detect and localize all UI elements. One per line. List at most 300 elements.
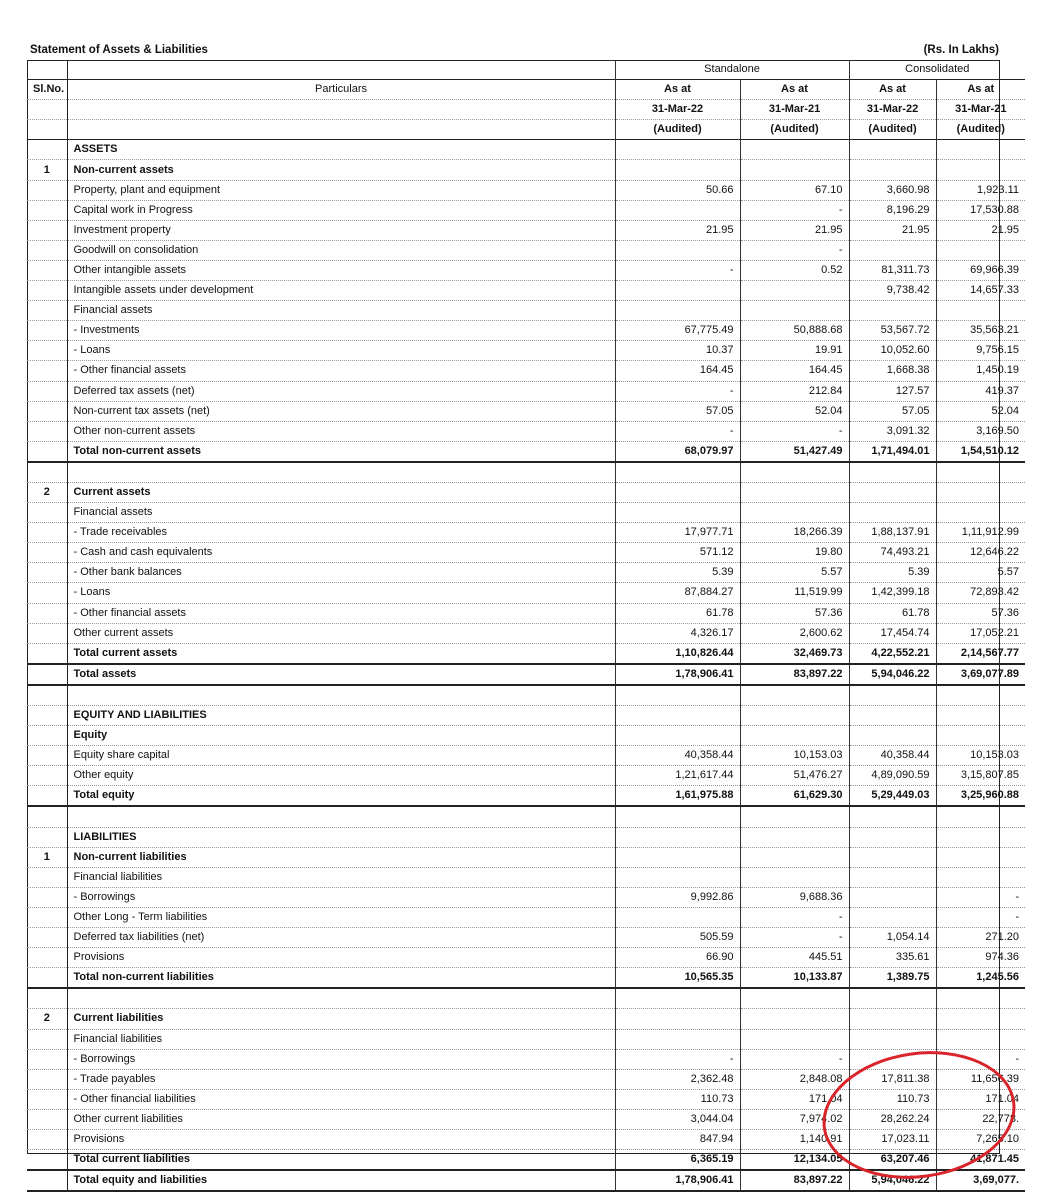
consolidated-2022-cell: 3,091.32 xyxy=(849,421,936,441)
standalone-2021-cell xyxy=(740,140,849,160)
sl-cell xyxy=(27,441,67,462)
standalone-2021-cell xyxy=(740,301,849,321)
standalone-2021-cell: 212.84 xyxy=(740,381,849,401)
table-row xyxy=(27,301,1025,321)
standalone-2022-cell: 1,78,906.41 xyxy=(615,1170,740,1191)
sl-cell xyxy=(27,321,67,341)
sl-cell xyxy=(27,180,67,200)
standalone-2022-cell: 21.95 xyxy=(615,220,740,240)
standalone-2021-cell: - xyxy=(740,200,849,220)
standalone-2021-cell: 11,519.99 xyxy=(740,583,849,603)
table-row xyxy=(27,1150,1025,1171)
table-row xyxy=(27,281,1025,301)
slno-header-bottom xyxy=(27,120,67,140)
table-row xyxy=(27,1069,1025,1089)
standalone-2021-cell: 12,134.05 xyxy=(740,1150,849,1171)
particulars-cell: Provisions xyxy=(67,948,615,968)
table-row xyxy=(27,200,1025,220)
standalone-2022-cell xyxy=(615,140,740,160)
consolidated-2022-cell: 1,668.38 xyxy=(849,361,936,381)
sl-cell xyxy=(27,301,67,321)
consolidated-2021-cell: - xyxy=(1015,910,1020,923)
consolidated-2021-cell: 1,450.19 xyxy=(976,364,1020,377)
standalone-2022-cell: - xyxy=(615,381,740,401)
sl-cell: 1 xyxy=(27,160,67,180)
consolidated-2021-cell: 9,756.15 xyxy=(976,344,1020,357)
standalone-2021-cell xyxy=(740,1029,849,1049)
particulars-cell: Non-current liabilities xyxy=(67,847,615,867)
table-row xyxy=(27,623,1025,643)
consolidated-2022-cell: 1,88,137.91 xyxy=(849,523,936,543)
table-row xyxy=(27,503,1025,523)
consolidated-2022-cell: 1,42,399.18 xyxy=(849,583,936,603)
header-row-3 xyxy=(27,100,1025,120)
particulars-cell: Total current liabilities xyxy=(67,1150,615,1171)
particulars-cell: Property, plant and equipment xyxy=(67,180,615,200)
standalone-2022-cell xyxy=(615,706,740,726)
particulars-cell: Non-current tax assets (net) xyxy=(67,401,615,421)
standalone-2022-cell xyxy=(615,281,740,301)
sl-cell xyxy=(27,643,67,664)
table-row xyxy=(27,603,1025,623)
header-row-1 xyxy=(27,60,1025,80)
standalone-2021-cell: - xyxy=(740,1049,849,1069)
consolidated-2022-cell: 1,054.14 xyxy=(849,928,936,948)
particulars-cell: - Other financial liabilities xyxy=(67,1089,615,1109)
consolidated-2022-cell: 40,358.44 xyxy=(849,746,936,766)
sl-cell xyxy=(27,1170,67,1191)
unit-label: (Rs. In Lakhs) xyxy=(923,44,999,56)
standalone-2022-cell: 847.94 xyxy=(615,1129,740,1149)
sl-cell xyxy=(27,1029,67,1049)
particulars-cell: ASSETS xyxy=(67,140,615,160)
standalone-2022-cell: 61.78 xyxy=(615,603,740,623)
consolidated-2022-cell: 81,311.73 xyxy=(849,260,936,280)
standalone-2022-cell: 110.73 xyxy=(615,1089,740,1109)
particulars-cell xyxy=(67,462,615,483)
sl-cell xyxy=(27,260,67,280)
header-row-2 xyxy=(27,80,1025,100)
standalone-2022-cell: 1,10,826.44 xyxy=(615,643,740,664)
table-row xyxy=(27,968,1025,989)
standalone-2022-cell xyxy=(615,1009,740,1029)
standalone-2021-cell xyxy=(740,988,849,1009)
consolidated-2022-cell: 17,454.74 xyxy=(849,623,936,643)
particulars-cell: Financial liabilities xyxy=(67,867,615,887)
table-row xyxy=(27,827,1025,847)
particulars-cell: - Trade payables xyxy=(67,1069,615,1089)
particulars-cell: LIABILITIES xyxy=(67,827,615,847)
sl-cell: 2 xyxy=(27,1009,67,1029)
consolidated-2022-cell xyxy=(849,240,936,260)
table-row xyxy=(27,321,1025,341)
sl-cell xyxy=(27,685,67,706)
date-c21: 31-Mar-21 xyxy=(955,103,1007,116)
standalone-2021-cell: 10,153.03 xyxy=(740,746,849,766)
standalone-2021-cell: 83,897.22 xyxy=(740,1170,849,1191)
consolidated-2022-cell xyxy=(849,160,936,180)
consolidated-2022-cell: 5,94,046.22 xyxy=(849,1170,936,1191)
standalone-2022-cell xyxy=(615,462,740,483)
consolidated-2021-cell: 974.36 xyxy=(985,951,1020,964)
consolidated-2021-cell: 10,153.03 xyxy=(970,749,1020,762)
standalone-2022-cell: 68,079.97 xyxy=(615,441,740,462)
table-row xyxy=(27,988,1025,1009)
consolidated-2022-cell: 4,89,090.59 xyxy=(849,766,936,786)
table-row xyxy=(27,685,1025,706)
consolidated-2021-cell: 21.95 xyxy=(991,223,1020,236)
sl-cell xyxy=(27,462,67,483)
consolidated-2021-cell: - xyxy=(1015,890,1020,903)
particulars-cell: Deferred tax liabilities (net) xyxy=(67,928,615,948)
standalone-2021-cell: 7,974.02 xyxy=(740,1109,849,1129)
standalone-2021-cell: 57.36 xyxy=(740,603,849,623)
table-row xyxy=(27,867,1025,887)
particulars-cell: Other non-current assets xyxy=(67,421,615,441)
consolidated-2021-cell xyxy=(936,301,1025,321)
particulars-cell: - Borrowings xyxy=(67,887,615,907)
sl-cell xyxy=(27,766,67,786)
consolidated-2022-cell xyxy=(849,806,936,827)
date-c22: 31-Mar-22 xyxy=(849,100,936,120)
particulars-header-mid xyxy=(67,100,615,120)
table-row xyxy=(27,421,1025,441)
consolidated-2021-cell: 22,778. xyxy=(982,1112,1020,1125)
standalone-2022-cell xyxy=(615,806,740,827)
standalone-2022-cell xyxy=(615,867,740,887)
consolidated-2022-cell: 5,94,046.22 xyxy=(849,664,936,685)
standalone-2021-cell: 0.52 xyxy=(740,260,849,280)
consolidated-2021-cell: 57.36 xyxy=(991,606,1020,619)
consolidated-2021-cell: - xyxy=(1015,1052,1020,1065)
standalone-2022-cell xyxy=(615,847,740,867)
standalone-2022-cell xyxy=(615,685,740,706)
consolidated-2021-cell: 3,69,077. xyxy=(973,1174,1020,1187)
sl-cell xyxy=(27,1069,67,1089)
standalone-2022-cell: 5.39 xyxy=(615,563,740,583)
sl-cell xyxy=(27,664,67,685)
table-row xyxy=(27,583,1025,603)
consolidated-2021-cell xyxy=(936,1009,1025,1029)
sl-cell xyxy=(27,827,67,847)
sl-cell xyxy=(27,361,67,381)
standalone-2022-cell: 10,565.35 xyxy=(615,968,740,989)
consolidated-2022-cell xyxy=(849,706,936,726)
table-row xyxy=(27,563,1025,583)
consolidated-2022-cell: 61.78 xyxy=(849,603,936,623)
standalone-2022-cell: 571.12 xyxy=(615,543,740,563)
standalone-2021-cell: 21.95 xyxy=(740,220,849,240)
table-row xyxy=(27,240,1025,260)
standalone-2022-cell: 9,992.86 xyxy=(615,887,740,907)
consolidated-2021-cell xyxy=(936,482,1025,502)
slno-header-top xyxy=(27,60,67,80)
particulars-cell: Total assets xyxy=(67,664,615,685)
table-row xyxy=(27,260,1025,280)
table-row xyxy=(27,746,1025,766)
standalone-header: Standalone xyxy=(615,60,849,80)
table-row xyxy=(27,948,1025,968)
consolidated-2021-cell: 171.04 xyxy=(985,1092,1020,1105)
consolidated-2022-cell: 63,207.46 xyxy=(849,1150,936,1171)
table-row xyxy=(27,806,1025,827)
table-row xyxy=(27,706,1025,726)
consolidated-2021-cell: 69,966.39 xyxy=(970,263,1020,276)
particulars-cell: - Investments xyxy=(67,321,615,341)
consolidated-2021-cell: 3,69,077.89 xyxy=(960,667,1020,680)
consolidated-2021-cell xyxy=(936,462,1025,483)
standalone-2022-cell: 66.90 xyxy=(615,948,740,968)
standalone-2021-cell: - xyxy=(740,240,849,260)
standalone-2021-cell: - xyxy=(740,907,849,927)
sl-cell xyxy=(27,240,67,260)
particulars-cell: - Trade receivables xyxy=(67,523,615,543)
sl-cell xyxy=(27,988,67,1009)
statement-title: Statement of Assets & Liabilities xyxy=(30,44,208,56)
consolidated-2021-cell: 2,14,567.77 xyxy=(960,646,1020,659)
consolidated-2022-cell xyxy=(849,1009,936,1029)
standalone-2022-cell xyxy=(615,200,740,220)
particulars-cell: - Cash and cash equivalents xyxy=(67,543,615,563)
consolidated-2021-cell xyxy=(936,988,1025,1009)
sl-cell xyxy=(27,867,67,887)
consolidated-header: Consolidated xyxy=(905,63,970,76)
as-at-c22: As at xyxy=(849,80,936,100)
table-row xyxy=(27,523,1025,543)
standalone-2022-cell: 3,044.04 xyxy=(615,1109,740,1129)
standalone-2021-cell: 1,140.91 xyxy=(740,1129,849,1149)
standalone-2021-cell: 19.91 xyxy=(740,341,849,361)
sl-cell xyxy=(27,401,67,421)
sl-cell xyxy=(27,563,67,583)
sl-cell xyxy=(27,1150,67,1171)
sl-cell xyxy=(27,140,67,160)
as-at-c21: As at xyxy=(967,83,995,96)
standalone-2021-cell xyxy=(740,462,849,483)
sl-cell xyxy=(27,583,67,603)
consolidated-2022-cell: 28,262.24 xyxy=(849,1109,936,1129)
sl-cell xyxy=(27,928,67,948)
particulars-header-bottom xyxy=(67,120,615,140)
slno-header-mid xyxy=(27,100,67,120)
standalone-2022-cell: 6,365.19 xyxy=(615,1150,740,1171)
particulars-cell: Other Long - Term liabilities xyxy=(67,907,615,927)
consolidated-2021-cell xyxy=(936,726,1025,746)
sl-cell xyxy=(27,381,67,401)
standalone-2022-cell xyxy=(615,907,740,927)
consolidated-2022-cell: 10,052.60 xyxy=(849,341,936,361)
sl-cell xyxy=(27,948,67,968)
consolidated-2022-cell xyxy=(849,482,936,502)
sl-cell xyxy=(27,968,67,989)
particulars-cell: Financial assets xyxy=(67,503,615,523)
standalone-2022-cell: 87,884.27 xyxy=(615,583,740,603)
consolidated-2021-cell: 41,871.45 xyxy=(970,1153,1020,1166)
table-row xyxy=(27,140,1025,160)
consolidated-2022-cell: 110.73 xyxy=(849,1089,936,1109)
consolidated-2021-cell: 271.20 xyxy=(985,931,1020,944)
as-at-s22: As at xyxy=(615,80,740,100)
particulars-cell: - Loans xyxy=(67,583,615,603)
consolidated-2022-cell xyxy=(849,867,936,887)
consolidated-2021-cell xyxy=(936,806,1025,827)
consolidated-2022-cell: 1,71,494.01 xyxy=(849,441,936,462)
sl-cell xyxy=(27,220,67,240)
consolidated-2022-cell: 127.57 xyxy=(849,381,936,401)
consolidated-2022-cell xyxy=(849,462,936,483)
particulars-cell: Financial liabilities xyxy=(67,1029,615,1049)
table-row xyxy=(27,786,1025,807)
standalone-2022-cell: 4,326.17 xyxy=(615,623,740,643)
table-row xyxy=(27,1170,1025,1191)
audited-c22: (Audited) xyxy=(849,120,936,140)
audited-s22: (Audited) xyxy=(615,120,740,140)
consolidated-2021-cell: 3,25,960.88 xyxy=(960,789,1020,802)
standalone-2022-cell xyxy=(615,160,740,180)
sl-cell xyxy=(27,786,67,807)
standalone-2021-cell xyxy=(740,867,849,887)
standalone-2021-cell xyxy=(740,706,849,726)
sl-cell xyxy=(27,1129,67,1149)
particulars-cell: Investment property xyxy=(67,220,615,240)
table-row xyxy=(27,220,1025,240)
consolidated-2022-cell: 4,22,552.21 xyxy=(849,643,936,664)
standalone-2022-cell: 67,775.49 xyxy=(615,321,740,341)
consolidated-2022-cell xyxy=(849,1029,936,1049)
header-row-4 xyxy=(27,120,1025,140)
sl-cell xyxy=(27,746,67,766)
sl-cell: 1 xyxy=(27,847,67,867)
particulars-cell: - Other financial assets xyxy=(67,603,615,623)
date-s22: 31-Mar-22 xyxy=(615,100,740,120)
standalone-2022-cell: 57.05 xyxy=(615,401,740,421)
table-row xyxy=(27,1109,1025,1129)
consolidated-2022-cell xyxy=(849,887,936,907)
particulars-header: Particulars xyxy=(67,80,615,100)
sl-cell xyxy=(27,523,67,543)
table-row xyxy=(27,726,1025,746)
table-row xyxy=(27,180,1025,200)
audited-c21: (Audited) xyxy=(956,123,1005,136)
standalone-2022-cell: 505.59 xyxy=(615,928,740,948)
standalone-2021-cell: 5.57 xyxy=(740,563,849,583)
particulars-cell: Total non-current assets xyxy=(67,441,615,462)
standalone-2021-cell xyxy=(740,482,849,502)
consolidated-2021-cell xyxy=(936,160,1025,180)
standalone-2021-cell: 32,469.73 xyxy=(740,643,849,664)
table-row xyxy=(27,1029,1025,1049)
standalone-2021-cell: 50,888.68 xyxy=(740,321,849,341)
consolidated-2021-cell: 1,923.11 xyxy=(977,183,1020,196)
standalone-2022-cell: 40,358.44 xyxy=(615,746,740,766)
particulars-cell: Total equity and liabilities xyxy=(67,1170,615,1191)
particulars-cell: Current assets xyxy=(67,482,615,502)
sl-cell xyxy=(27,341,67,361)
consolidated-2021-cell xyxy=(936,140,1025,160)
standalone-2021-cell: 19.80 xyxy=(740,543,849,563)
particulars-cell: Other current liabilities xyxy=(67,1109,615,1129)
standalone-2021-cell: 52.04 xyxy=(740,401,849,421)
table-row xyxy=(27,160,1025,180)
particulars-cell: Current liabilities xyxy=(67,1009,615,1029)
particulars-cell: Goodwill on consolidation xyxy=(67,240,615,260)
consolidated-2022-cell xyxy=(849,1049,936,1069)
sl-cell xyxy=(27,281,67,301)
particulars-cell: Non-current assets xyxy=(67,160,615,180)
consolidated-2022-cell: 1,389.75 xyxy=(849,968,936,989)
consolidated-2022-cell xyxy=(849,726,936,746)
standalone-2022-cell: 50.66 xyxy=(615,180,740,200)
consolidated-2022-cell xyxy=(849,907,936,927)
standalone-2021-cell xyxy=(740,847,849,867)
standalone-2022-cell xyxy=(615,827,740,847)
table-row xyxy=(27,462,1025,483)
standalone-2022-cell: 164.45 xyxy=(615,361,740,381)
table-row xyxy=(27,1049,1025,1069)
sl-cell xyxy=(27,726,67,746)
standalone-2021-cell: 61,629.30 xyxy=(740,786,849,807)
table-row xyxy=(27,1129,1025,1149)
consolidated-2021-cell xyxy=(936,847,1025,867)
consolidated-2022-cell: 8,196.29 xyxy=(849,200,936,220)
standalone-2022-cell: 1,61,975.88 xyxy=(615,786,740,807)
consolidated-2022-cell: 21.95 xyxy=(849,220,936,240)
assets-liabilities-table xyxy=(27,60,1025,1192)
consolidated-2021-cell xyxy=(936,1029,1025,1049)
particulars-cell: Total equity xyxy=(67,786,615,807)
particulars-cell: Equity share capital xyxy=(67,746,615,766)
standalone-2022-cell: - xyxy=(615,421,740,441)
table-row xyxy=(27,928,1025,948)
consolidated-2021-cell xyxy=(936,685,1025,706)
particulars-cell: Financial assets xyxy=(67,301,615,321)
standalone-2022-cell xyxy=(615,301,740,321)
table-row xyxy=(27,1089,1025,1109)
consolidated-2022-cell: 17,811.38 xyxy=(849,1069,936,1089)
particulars-cell: - Borrowings xyxy=(67,1049,615,1069)
table-row xyxy=(27,847,1025,867)
consolidated-2021-cell: 5.57 xyxy=(997,566,1020,579)
consolidated-2021-cell: 35,563.21 xyxy=(970,324,1020,337)
standalone-2021-cell: 10,133.87 xyxy=(740,968,849,989)
standalone-2021-cell xyxy=(740,281,849,301)
particulars-cell: - Loans xyxy=(67,341,615,361)
consolidated-2021-cell: 1,54,510.12 xyxy=(960,444,1020,457)
consolidated-2021-cell xyxy=(936,867,1025,887)
standalone-2021-cell: 2,600.62 xyxy=(740,623,849,643)
consolidated-2022-cell xyxy=(849,685,936,706)
particulars-cell xyxy=(67,685,615,706)
standalone-2021-cell: 164.45 xyxy=(740,361,849,381)
standalone-2021-cell: 18,266.39 xyxy=(740,523,849,543)
sl-cell xyxy=(27,887,67,907)
sl-cell xyxy=(27,1109,67,1129)
consolidated-2022-cell: 5,29,449.03 xyxy=(849,786,936,807)
consolidated-2021-cell: 1,11,912.99 xyxy=(961,526,1020,539)
standalone-2021-cell xyxy=(740,1009,849,1029)
standalone-2021-cell: - xyxy=(740,928,849,948)
particulars-cell: Total current assets xyxy=(67,643,615,664)
standalone-2021-cell: 2,848.08 xyxy=(740,1069,849,1089)
audited-s21: (Audited) xyxy=(740,120,849,140)
table-row xyxy=(27,401,1025,421)
sl-cell xyxy=(27,623,67,643)
sl-cell xyxy=(27,806,67,827)
table-row xyxy=(27,361,1025,381)
sl-cell xyxy=(27,907,67,927)
consolidated-2021-cell: 3,169.50 xyxy=(976,424,1020,437)
standalone-2022-cell: 1,78,906.41 xyxy=(615,664,740,685)
